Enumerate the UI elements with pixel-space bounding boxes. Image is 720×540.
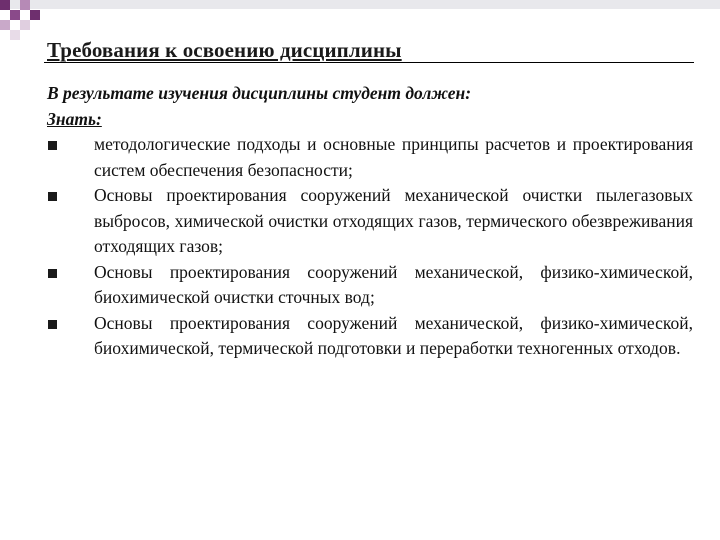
square-bullet-icon	[48, 141, 57, 150]
list-item-text: методологические подходы и основные принципы расчетов и проектирования систем обеспечения безопасности;	[94, 134, 693, 180]
list-item	[47, 311, 693, 362]
list-item	[47, 260, 693, 311]
list-item-text: Основы проектирования сооружений механической, физико-химической, биохимической очистки сточных вод;	[94, 261, 693, 307]
title-divider	[44, 62, 694, 63]
square-bullet-icon	[48, 192, 57, 201]
requirements-list	[47, 132, 693, 362]
list-item-text: Основы проектирования сооружений механической очистки пылегазовых выбросов, химической очистки отходящих газов, термического обезвреживания отходящих газов;	[94, 185, 693, 256]
list-item	[47, 183, 693, 260]
square-bullet-icon	[48, 320, 57, 329]
slide-body	[47, 81, 693, 362]
slide-title: Требования к освоению дисциплины	[47, 38, 402, 62]
intro-text: В результате изучения дисциплины студент должен:	[47, 83, 472, 103]
list-item-text: Основы проектирования сооружений механической, физико-химической, биохимической, термической подготовки и переработки техногенных отходов.	[94, 312, 693, 358]
square-bullet-icon	[48, 269, 57, 278]
know-label: Знать:	[47, 108, 102, 129]
list-item	[47, 132, 693, 183]
